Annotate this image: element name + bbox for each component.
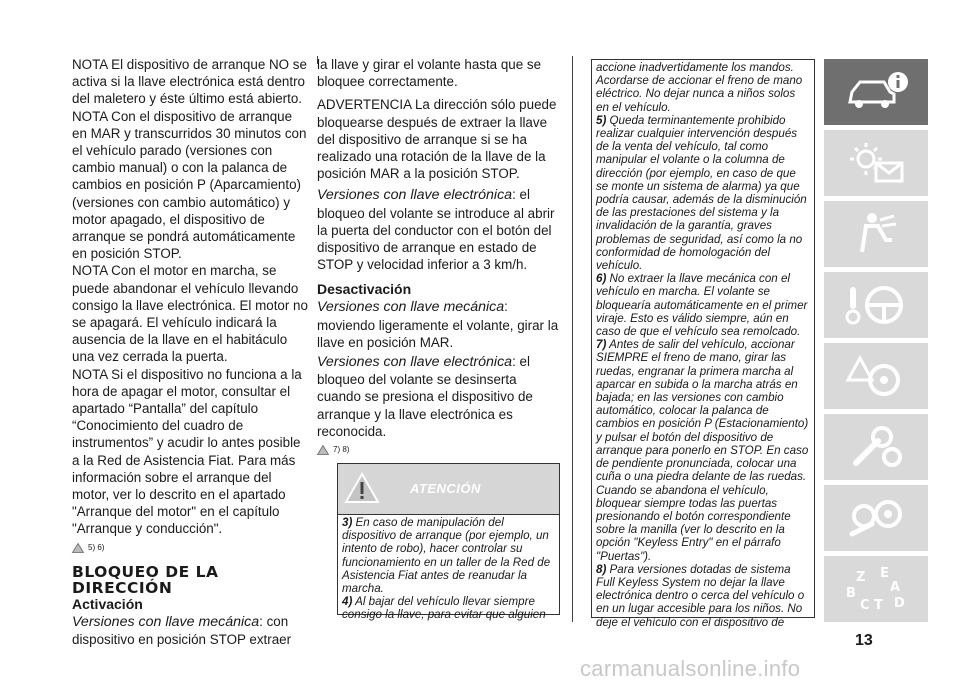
steering-wheel-key-icon bbox=[842, 281, 910, 329]
item-number: 8) bbox=[596, 562, 607, 576]
item-number: 4) bbox=[342, 595, 353, 609]
body-paragraph bbox=[317, 353, 561, 440]
note-paragraph: NOTA Con el dispositivo de arranque en MAR y transcurridos 30 minutos con el vehículo parado (versiones con cambio manual) o con la palanca de cambios en posición P (Aparcamiento) (versiones con cambio automático) y motor apagado, el dispositivo de arranque se pondrá automáticamente en posición STOP. bbox=[72, 108, 307, 262]
warning-triangle-icon bbox=[344, 472, 380, 504]
paragraph-text: : moviendo ligeramente el volante, girar la llave en posición MAR. bbox=[317, 299, 559, 350]
car-info-icon bbox=[842, 68, 910, 116]
version-label: Versiones con llave mecánica bbox=[317, 299, 505, 316]
section-heading: BLOQUEO DE LA DIRECCIÓN bbox=[72, 562, 219, 597]
reference-numbers: 7) 8) bbox=[333, 445, 350, 455]
item-number: 5) bbox=[596, 113, 607, 127]
warning-triangle-icon bbox=[72, 543, 84, 553]
warning-reference bbox=[72, 540, 308, 556]
item-number: 3) bbox=[342, 516, 353, 529]
item-number: 7) bbox=[596, 338, 607, 352]
maintenance-wrench-icon bbox=[842, 423, 910, 471]
chapter-tabs bbox=[824, 59, 928, 620]
warning-item bbox=[596, 563, 811, 629]
version-label: Versiones con llave electrónica bbox=[317, 354, 513, 371]
tab-emergency[interactable] bbox=[824, 343, 928, 409]
paragraph-text: : el bloqueo del volante se introduce al abrir la puerta del conductor con el botón del dispositivo de arranque en estado de STOP y velocidad inferior a 3 km/h. bbox=[317, 187, 555, 273]
item-text: Para versiones dotadas de sistema Full Keyless System no dejar la llave electrónica dentro o cerca del vehículo o en un lugar accesible para los niños. No deje el vehículo con el dispositivo de bbox=[596, 562, 805, 629]
attention-header bbox=[338, 464, 559, 515]
body-paragraph bbox=[317, 186, 561, 273]
item-text: Queda terminantemente prohibido realizar cualquier intervención después de la venta del vehículo, tal como manipular el volante o la columna de dirección (por ejemplo, en caso de que se monte un sistema de alarma) ya que podría causar, además de la disminución de las prestaciones del sistema y la invalidación de la garantía, graves problemas de seguridad, así como la no conformidad de homologación del vehículo. bbox=[596, 113, 807, 273]
reference-numbers: 5) 6) bbox=[88, 543, 105, 553]
attention-item bbox=[342, 516, 555, 595]
advertencia-paragraph: ADVERTENCIA La dirección sólo puede bloquearse después de extraer la llave del dispositivo de arranque si se ha realizado una rotación de la llave de la posición MAR a la posición STOP. bbox=[317, 97, 557, 182]
index-letter: Z bbox=[856, 570, 866, 585]
body-paragraph: la llave y girar el volante hasta que se bloquee correctamente. bbox=[317, 57, 542, 90]
attention-box bbox=[337, 463, 560, 622]
watermark: carmanualsonline.info bbox=[580, 656, 801, 681]
version-label: Versiones con llave mecánica bbox=[72, 613, 260, 630]
warning-reference bbox=[317, 442, 561, 458]
attention-text bbox=[342, 516, 555, 622]
warning-item bbox=[596, 338, 811, 562]
item-text: No extraer la llave mecánica con el vehículo en marcha. El volante se bloquearía automáticamente en el primer viraje. Esto es válido siempre, aún en caso de que el vehículo sea remolcado. bbox=[596, 272, 808, 339]
note-paragraph: NOTA El dispositivo de arranque NO se activa si la llave electrónica está dentro del maletero y éste último está abierto. bbox=[72, 57, 307, 107]
item-number: 6) bbox=[596, 272, 607, 286]
index-letter: D bbox=[894, 596, 905, 611]
warnings-column bbox=[591, 59, 815, 629]
column-divider bbox=[572, 56, 573, 622]
tab-warning-lights[interactable] bbox=[824, 130, 928, 196]
tab-starting-driving[interactable] bbox=[824, 272, 928, 338]
version-label: Versiones con llave electrónica bbox=[317, 187, 513, 204]
tab-alphabetical-index[interactable] bbox=[824, 557, 928, 621]
index-letter: B bbox=[846, 586, 856, 601]
paragraph-text: : el bloqueo del volante se desinserta cuando se presiona el dispositivo de arranque y la llave electrónica es reconocida. bbox=[317, 354, 533, 439]
warning-item bbox=[596, 114, 811, 272]
body-paragraph bbox=[317, 298, 561, 351]
subsection-heading: Activación bbox=[72, 595, 143, 612]
warning-triangle-icon bbox=[317, 445, 329, 455]
warning-lights-icon bbox=[842, 139, 910, 187]
index-letter: A bbox=[890, 580, 901, 595]
tab-safety[interactable] bbox=[824, 201, 928, 267]
attention-item bbox=[342, 595, 555, 621]
text-column-2 bbox=[317, 56, 561, 462]
index-letter: C bbox=[860, 598, 870, 613]
warning-item bbox=[596, 272, 811, 338]
note-paragraph: NOTA Si el dispositivo no funciona a la hora de apagar el motor, consultar el apartado “Pantalla” del capítulo “Conocimiento del cuadro de instrumentos” y acudir lo antes posible a la Red de Asistencia Fiat. Para más información sobre el arranque del motor, ver lo descrito en el apartado "Arranque del motor" en el capítulo "Arranque y conducción". bbox=[72, 366, 302, 537]
alphabetical-index-icon bbox=[842, 565, 910, 613]
index-letter: E bbox=[880, 566, 889, 581]
paragraph-text: : con dispositivo en posición STOP extraer bbox=[72, 613, 292, 647]
tab-maintenance[interactable] bbox=[824, 414, 928, 480]
text-column-1 bbox=[72, 56, 308, 648]
index-letter: T bbox=[874, 598, 883, 613]
item-text: Antes de salir del vehículo, accionar SIEMPRE el freno de mano, girar las ruedas, engranar la primera marcha al aparcar en subida o la marcha atrás en bajada; en las versiones con cambio automático, colocar la palanca de cambios en posición P (Estacionamiento) y pulsar el botón del dispositivo de arranque para ponerlo en STOP. En caso de pendiente pronunciada, colocar una cuña o una piedra delante de las ruedas. Cuando se abandona el vehículo, bloquear siempre todas las puertas presionando el botón correspondiente sobre la manilla (ver lo descrito en la opción "Keyless Entry" en el párrafo "Puertas"). bbox=[596, 338, 809, 563]
tab-technical-data[interactable] bbox=[824, 485, 928, 551]
body-paragraph bbox=[72, 613, 308, 648]
emergency-triangle-icon bbox=[842, 352, 910, 400]
airbag-seat-icon bbox=[842, 210, 910, 258]
technical-data-icon bbox=[842, 494, 910, 542]
subsection-heading: Desactivación bbox=[317, 281, 412, 298]
item-text: En caso de manipulación del dispositivo de arranque (por ejemplo, un intento de robo), hacer controlar su funcionamiento en un taller de la Red de Asistencia Fiat antes de reanudar la marcha. bbox=[342, 516, 551, 596]
note-paragraph: NOTA Con el motor en marcha, se puede abandonar el vehículo llevando consigo la llave electrónica. El motor no se apagará. El vehículo indicará la ausencia de la llave en el habitáculo una vez cerrada la puerta. bbox=[72, 263, 308, 365]
attention-title: ATENCIÓN bbox=[410, 481, 481, 496]
item-text: Al bajar del vehículo llevar siempre consigo la llave, para evitar que alguien bbox=[342, 595, 546, 622]
page-number: 13 bbox=[855, 632, 873, 649]
tab-vehicle-knowledge[interactable] bbox=[824, 59, 928, 125]
warning-paragraph: accione inadvertidamente los mandos. Acordarse de accionar el freno de mano eléctrico. No dejar nunca a niños solos en el vehículo. bbox=[596, 61, 803, 114]
